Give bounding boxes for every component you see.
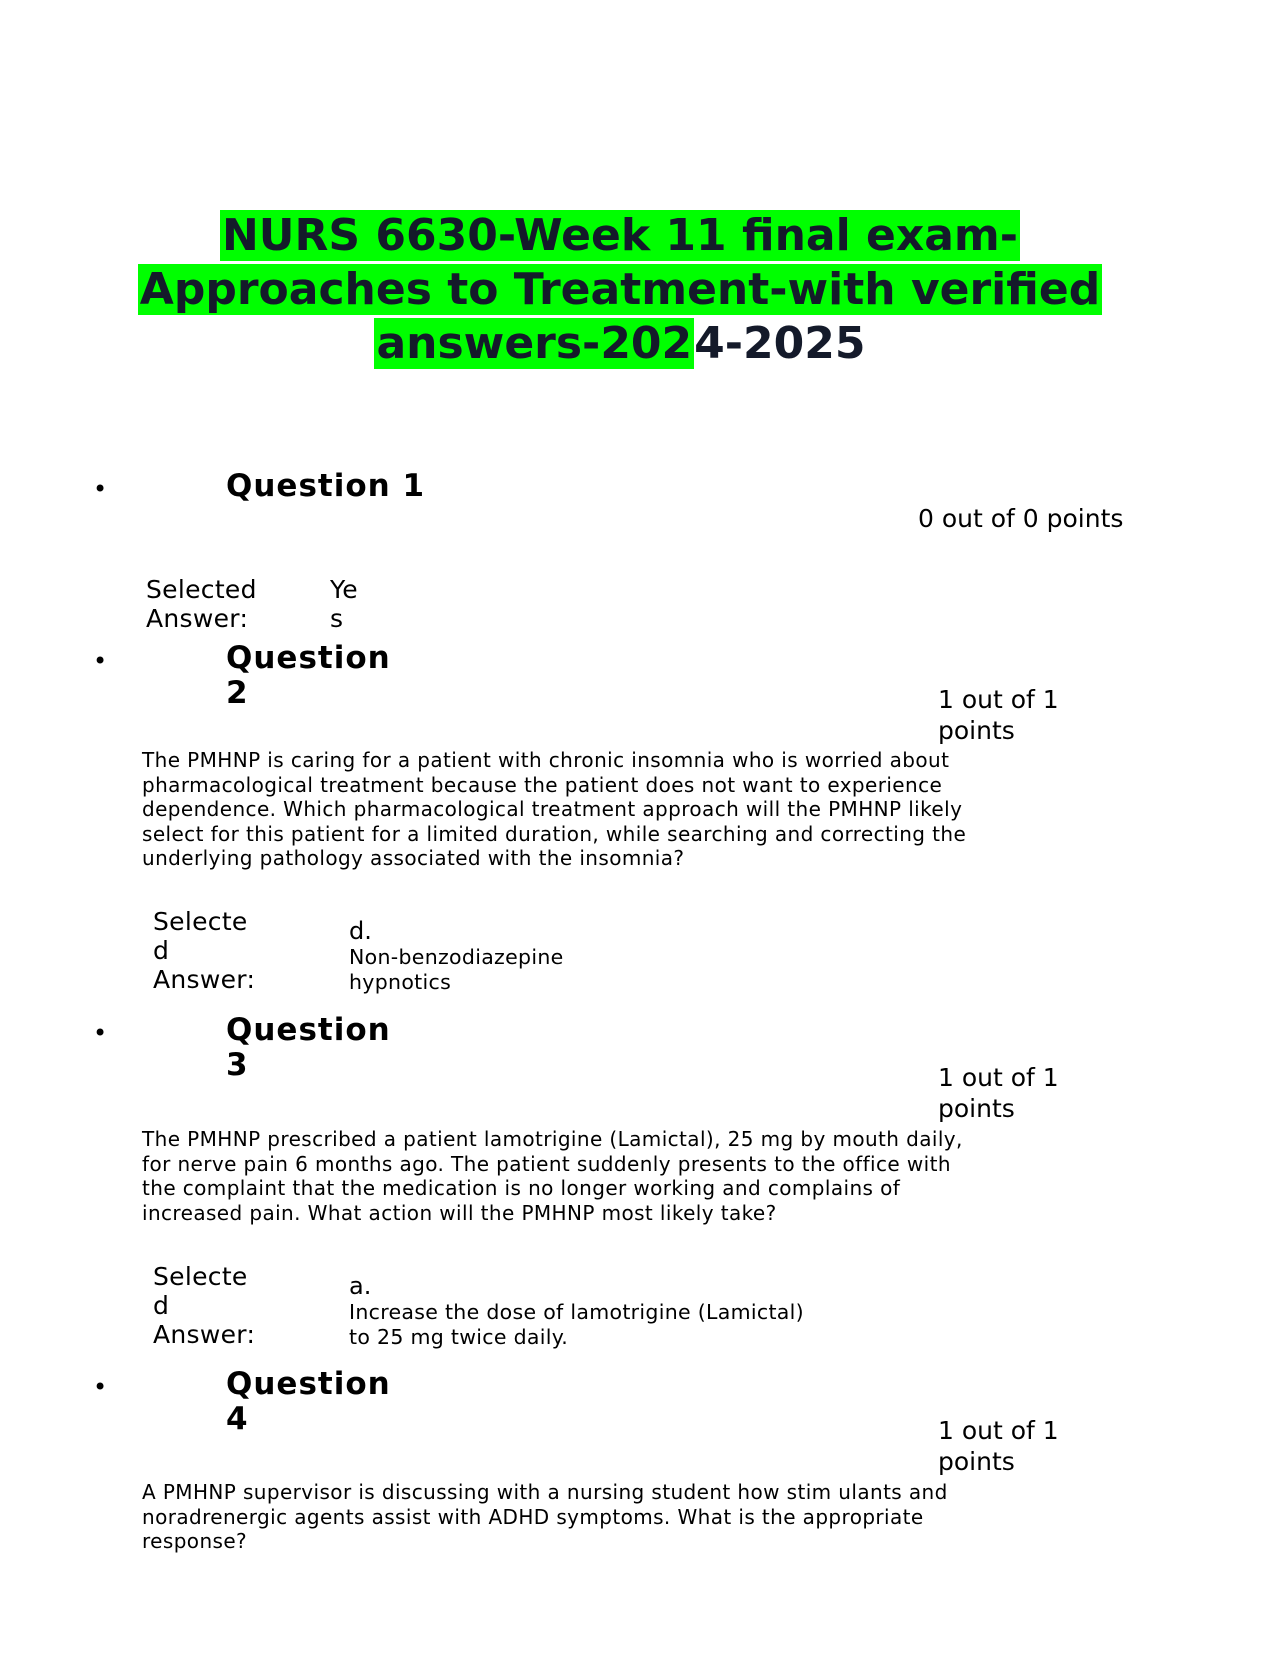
question-3-answer-line2: to 25 mg twice daily. [349, 1325, 569, 1349]
question-4-number: 4 [226, 1401, 249, 1437]
bullet-q4: • [93, 1373, 108, 1401]
question-1-number: 1 [402, 468, 426, 504]
question-3-points-line2: points [938, 1094, 1015, 1123]
question-4-text [142, 1480, 1062, 1554]
question-4-text-line: response? [142, 1529, 248, 1553]
question-2-text [142, 748, 1062, 871]
question-1-answer-line1: Ye [330, 575, 358, 604]
question-2-number: 2 [226, 675, 249, 711]
question-2-selected-label [153, 907, 255, 994]
bullet-q3: • [93, 1019, 108, 1047]
question-3-selected-answer [349, 1272, 804, 1350]
question-3-text [142, 1127, 1062, 1225]
question-3-points-line1: 1 out of 1 [938, 1063, 1059, 1092]
bullet-q1: • [93, 475, 108, 503]
question-3-points [938, 1062, 1059, 1124]
question-3-text-line: The PMHNP prescribed a patient lamotrigine (Lamictal), 25 mg by mouth daily, [142, 1127, 963, 1151]
question-4-points [938, 1415, 1059, 1477]
question-2-selected-label-line3: Answer: [153, 965, 256, 994]
question-2-answer-line1: Non-benzodiazepine [349, 945, 564, 969]
question-3-selected-label-line1: Selecte [153, 1262, 248, 1291]
question-4-heading-word: Question [226, 1366, 391, 1402]
question-2-selected-label-line2: d [153, 936, 170, 965]
question-2-points [938, 684, 1059, 746]
bullet-q2: • [93, 647, 108, 675]
title-line-3-highlighted: answers-202 [376, 318, 693, 369]
question-2-selected-answer [349, 917, 564, 995]
question-2-answer-line2: hypnotics [349, 970, 452, 994]
question-2-heading [226, 641, 391, 711]
question-3-text-line: the complaint that the medication is no longer working and complains of [142, 1176, 901, 1200]
question-3-selected-label-line3: Answer: [153, 1320, 256, 1349]
question-2-answer-letter: d. [349, 917, 372, 945]
question-1-heading [226, 469, 425, 504]
question-3-heading-word: Question [226, 1012, 391, 1048]
document-title [100, 209, 1140, 371]
question-3-selected-label [153, 1262, 255, 1349]
question-2-text-line: underlying pathology associated with the insomnia? [142, 846, 685, 870]
question-4-text-line: noradrenergic agents assist with ADHD symptoms. What is the appropriate [142, 1504, 924, 1529]
question-2-points-line1: 1 out of 1 [938, 685, 1059, 714]
question-2-heading-word: Question [226, 640, 391, 676]
question-1-selected-answer [330, 575, 358, 633]
question-2-text-line: The PMHNP is caring for a patient with chronic insomnia who is worried about [142, 748, 950, 772]
question-1-selected-label [146, 575, 257, 633]
question-2-selected-label-line1: Selecte [153, 907, 248, 936]
question-2-text-line: dependence. Which pharmacological treatment approach will the PMHNP likely [142, 797, 963, 821]
question-3-selected-label-line2: d [153, 1291, 170, 1320]
question-4-heading [226, 1367, 391, 1437]
question-4-points-line2: points [938, 1447, 1015, 1476]
question-4-text-line: A PMHNP supervisor is discussing with a nursing student how stim ulants and [142, 1480, 948, 1504]
question-1-answer-line2: s [330, 604, 344, 633]
question-2-text-line: pharmacological treatment because the patient does not want to experience [142, 772, 943, 797]
question-3-heading [226, 1013, 391, 1083]
question-3-number: 3 [226, 1047, 249, 1083]
question-1-heading-word: Question [226, 468, 391, 504]
question-2-text-line: select for this patient for a limited duration, while searching and correcting the [142, 821, 967, 846]
question-3-answer-line1: Increase the dose of lamotrigine (Lamictal) [349, 1300, 804, 1324]
title-line-1: NURS 6630-Week 11 final exam- [221, 210, 1019, 261]
question-3-text-line: increased pain. What action will the PMHNP most likely take? [142, 1200, 777, 1225]
title-line-2: Approaches to Treatment-with verified [139, 264, 1101, 315]
question-3-text-line: for nerve pain 6 months ago. The patient suddenly presents to the office with [142, 1151, 951, 1176]
question-1-selected-label-line1: Selected [146, 575, 257, 604]
question-4-points-line1: 1 out of 1 [938, 1416, 1059, 1445]
question-1-selected-label-line2: Answer: [146, 604, 249, 633]
question-2-points-line2: points [938, 716, 1015, 745]
question-1-points: 0 out of 0 points [918, 504, 1124, 533]
title-line-3-rest: 4-2025 [694, 318, 866, 369]
question-3-answer-letter: a. [349, 1272, 372, 1300]
